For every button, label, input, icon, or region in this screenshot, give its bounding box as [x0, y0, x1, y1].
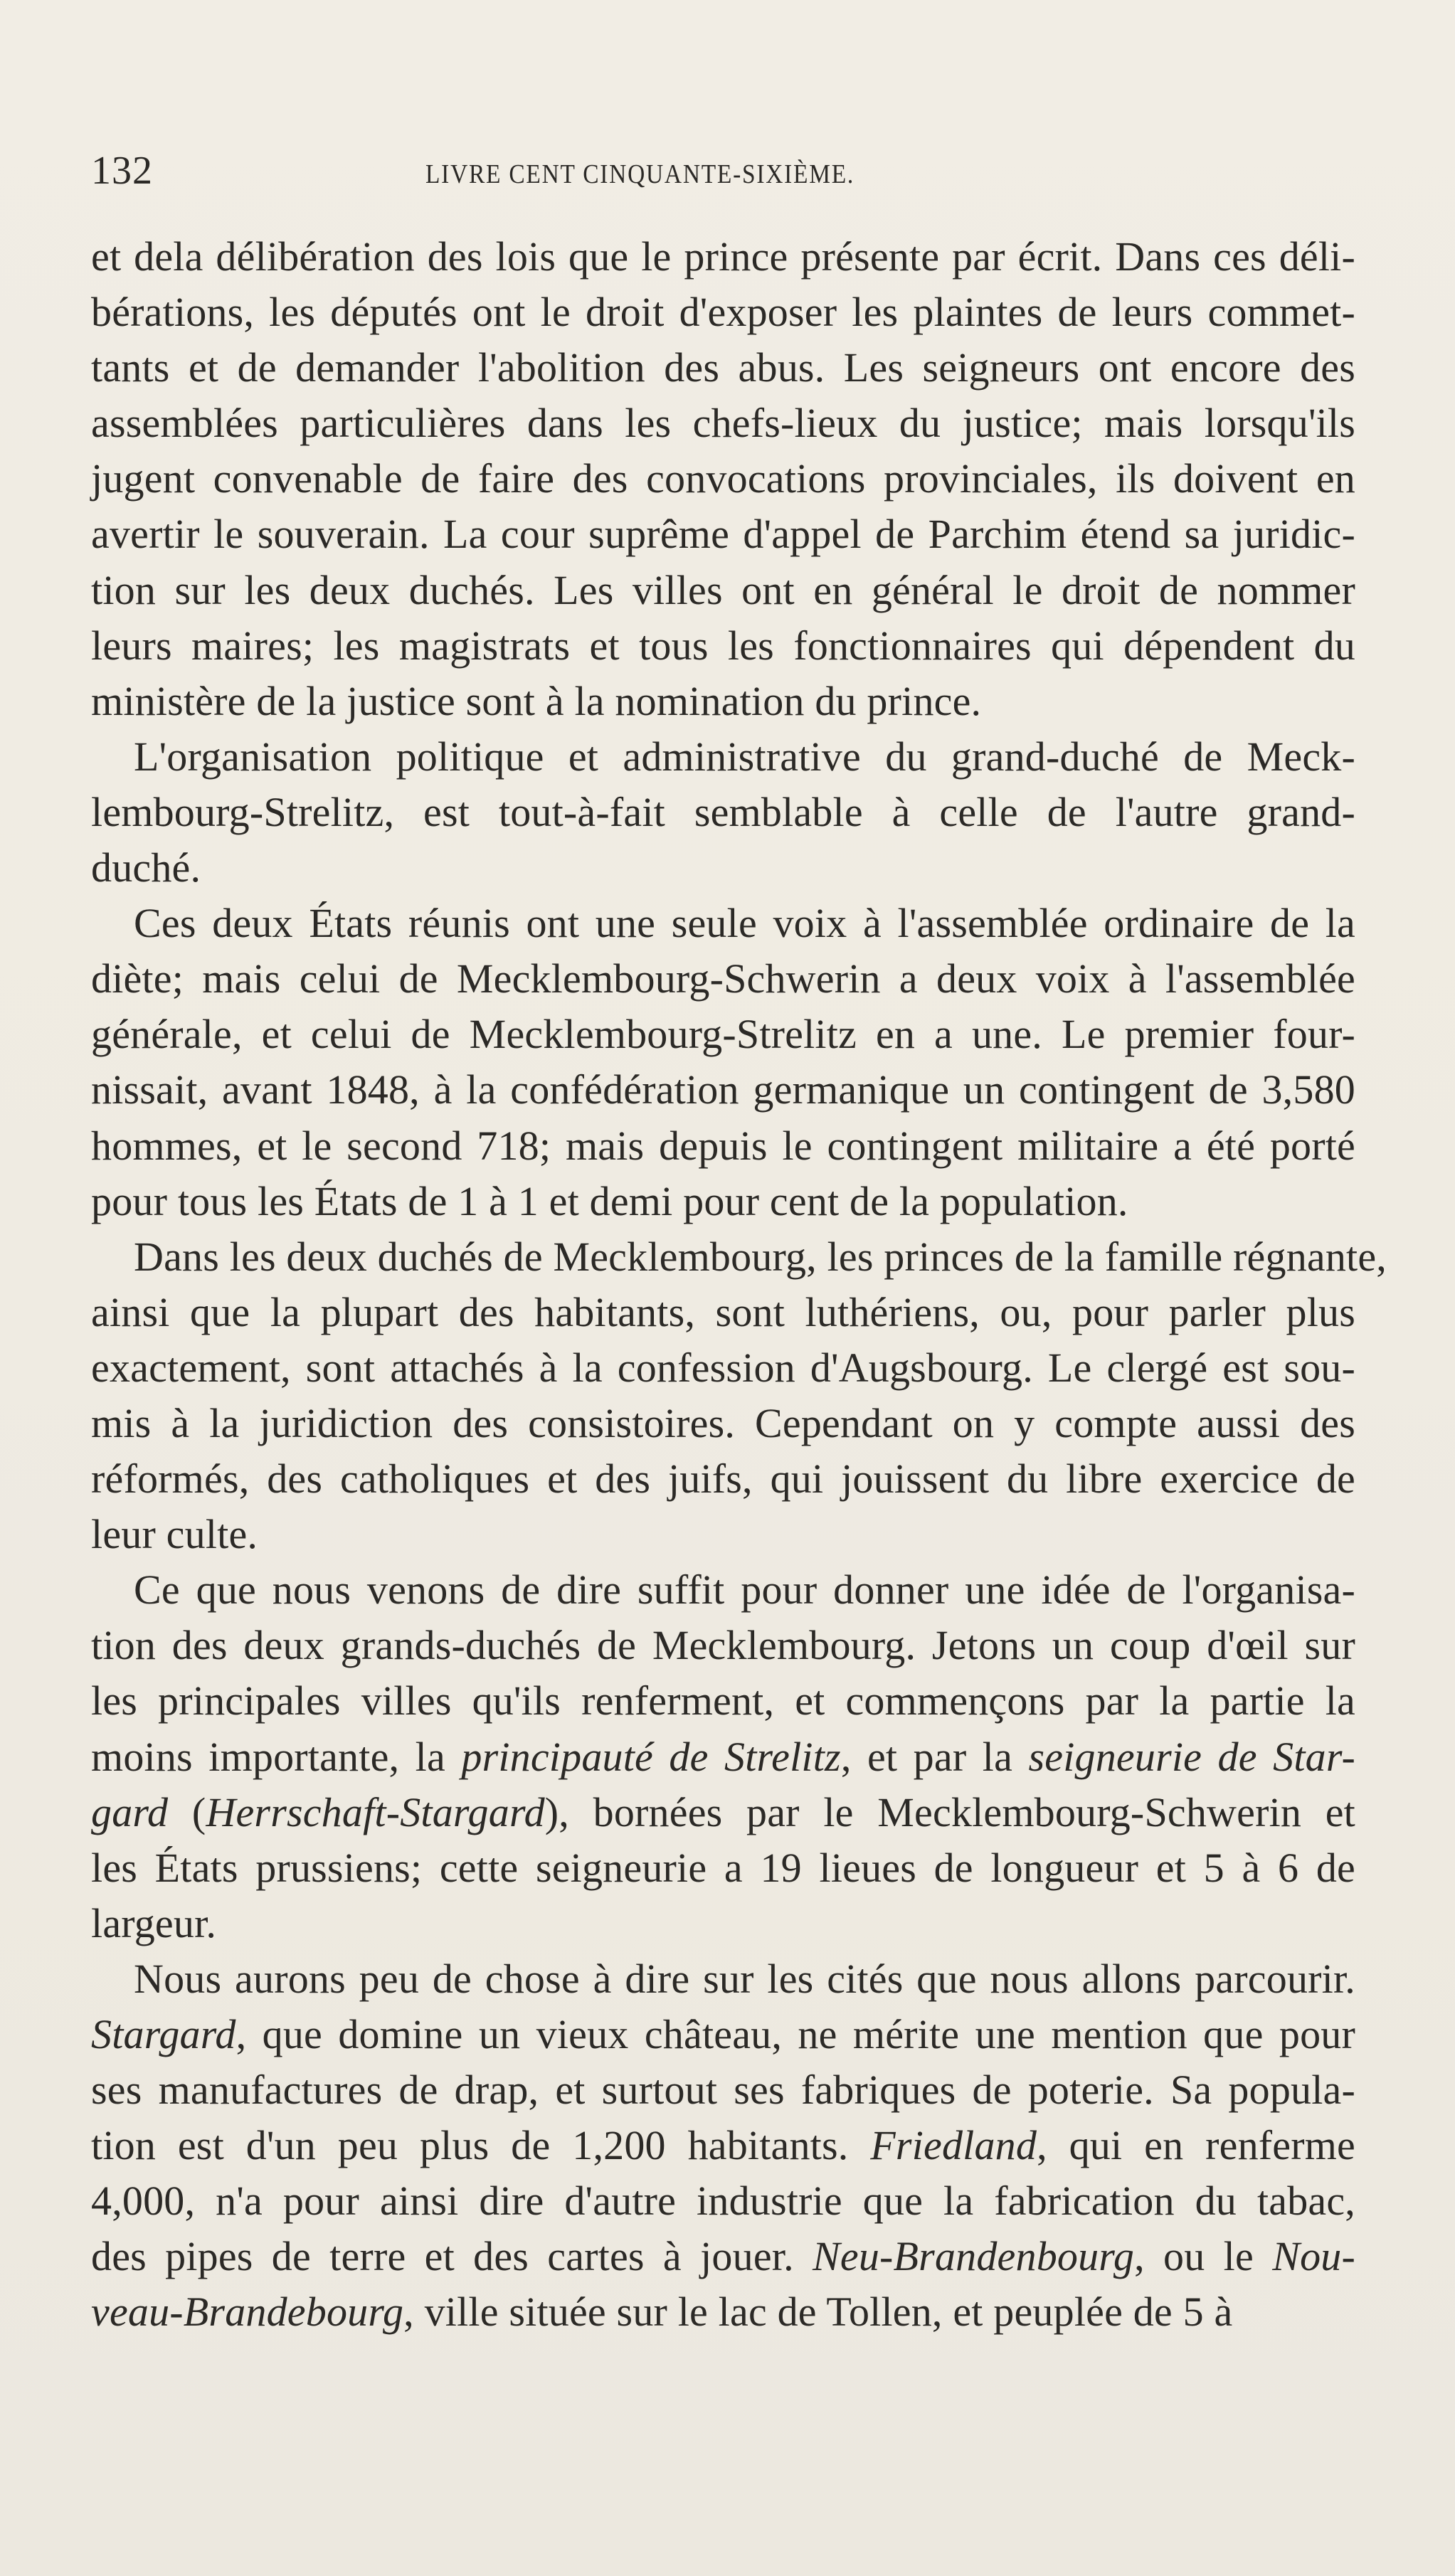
- italic-text: Friedland: [870, 2122, 1037, 2169]
- italic-text: principauté de Strelitz: [461, 1733, 841, 1780]
- text-segment: (: [168, 1788, 206, 1835]
- text-segment: 4,000, n'a pour ainsi dire d'autre industrie que la fabrication du tabac,: [91, 2178, 1355, 2225]
- text-segment: mis à la juridiction des consistoires. Cependant on y compte aussi des: [91, 1399, 1355, 1446]
- text-segment: leurs maires; les magistrats et tous les fonctionnaires qui dépendent du: [91, 622, 1355, 669]
- text-line: [91, 1840, 1355, 1896]
- italic-text: seigneurie de Star-: [1028, 1733, 1355, 1780]
- text-line: [91, 2229, 1355, 2284]
- text-segment: moins importante, la: [91, 1733, 462, 1780]
- text-segment: ses manufactures de drap, et surtout ses fabriques de poterie. Sa popula-: [91, 2067, 1355, 2114]
- text-line: [91, 2118, 1355, 2173]
- text-segment: ministère de la justice sont à la nomination du prince.: [91, 677, 982, 724]
- text-segment: Ce que nous venons de dire suffit pour donner une idée de l'organisa-: [134, 1567, 1355, 1613]
- text-segment: et dela délibération des lois que le prince présente par écrit. Dans ces déli-: [91, 233, 1355, 280]
- text-line: [91, 674, 1355, 729]
- text-segment: exactement, sont attachés à la confession d'Augsbourg. Le clergé est sou-: [91, 1344, 1355, 1391]
- text-segment: générale, et celui de Mecklembourg-Strelitz en a une. Le premier four-: [91, 1011, 1355, 1058]
- text-segment: pour tous les États de 1 à 1 et demi pour cent de la population.: [91, 1177, 1128, 1224]
- text-segment: , et par la: [840, 1733, 1029, 1780]
- text-line: [91, 396, 1355, 451]
- paragraph: [91, 1562, 1355, 1951]
- text-line: [91, 1174, 1355, 1229]
- text-line: [91, 2062, 1355, 2118]
- page-number: 132: [91, 149, 153, 193]
- text-line: [91, 1785, 1355, 1840]
- text-line: [91, 2284, 1355, 2340]
- text-segment: L'organisation politique et administrative du grand-duché de Meck-: [134, 733, 1355, 780]
- text-segment: jugent convenable de faire des convocations provinciales, ils doivent en: [91, 455, 1355, 502]
- text-segment: hommes, et le second 718; mais depuis le contingent militaire a été porté: [91, 1122, 1355, 1169]
- text-line: [91, 1618, 1355, 1673]
- text-segment: bérations, les députés ont le droit d'exposer les plaintes de leurs commet-: [91, 289, 1355, 336]
- text-line: [91, 1673, 1355, 1729]
- text-line: [91, 285, 1355, 340]
- italic-text: Stargard: [91, 2011, 236, 2057]
- text-segment: largeur.: [91, 1899, 217, 1946]
- text-line: [91, 729, 1355, 785]
- text-line: [91, 1896, 1355, 1951]
- text-segment: Ces deux États réunis ont une seule voix à l'assemblée ordinaire de la: [134, 900, 1355, 947]
- text-line: [91, 563, 1355, 618]
- text-line: [91, 1340, 1355, 1396]
- text-line: [91, 840, 1355, 896]
- paragraph: [91, 1951, 1355, 2341]
- text-line: [91, 507, 1355, 562]
- text-line: [91, 896, 1355, 951]
- italic-text: gard: [91, 1788, 169, 1835]
- text-line: [91, 1729, 1355, 1785]
- text-line: [91, 340, 1355, 396]
- text-segment: les États prussiens; cette seigneurie a 19 lieues de longueur et 5 à 6 de: [91, 1844, 1355, 1891]
- page-header: [91, 149, 1359, 199]
- text-segment: Dans les deux duchés de Mecklembourg, les princes de la famille régnante,: [134, 1233, 1387, 1280]
- running-head: LIVRE CENT CINQUANTE-SIXIÈME.: [425, 159, 855, 189]
- text-segment: tion sur les deux duchés. Les villes ont en général le droit de nommer: [91, 566, 1355, 613]
- text-segment: ), bornées par le Mecklembourg-Schwerin et: [544, 1788, 1355, 1835]
- text-line: [91, 1396, 1355, 1451]
- text-segment: , que domine un vieux château, ne mérite une mention que pour: [236, 2011, 1355, 2057]
- text-line: [91, 1951, 1355, 2007]
- text-segment: Nous aurons peu de chose à dire sur les cités que nous allons parcourir.: [134, 1955, 1355, 2002]
- text-segment: avertir le souverain. La cour suprême d'appel de Parchim étend sa juridic-: [91, 511, 1355, 558]
- text-line: [91, 1451, 1355, 1507]
- text-segment: ainsi que la plupart des habitants, sont luthériens, ou, pour parler plus: [91, 1288, 1355, 1335]
- text-line: [91, 618, 1355, 674]
- italic-text: Nou-: [1272, 2233, 1355, 2280]
- italic-text: veau-Brandebourg: [91, 2289, 404, 2336]
- text-segment: , ville située sur le lac de Tollen, et peuplée de 5 à: [403, 2289, 1233, 2336]
- text-segment: tion est d'un peu plus de 1,200 habitants.: [91, 2122, 871, 2169]
- text-line: [91, 1562, 1355, 1618]
- text-segment: assemblées particulières dans les chefs-lieux du justice; mais lorsqu'ils: [91, 400, 1355, 447]
- text-segment: des pipes de terre et des cartes à jouer.: [91, 2233, 813, 2280]
- paragraph: [91, 896, 1355, 1229]
- text-line: [91, 1285, 1355, 1340]
- text-line: [91, 951, 1355, 1007]
- italic-text: Neu-Brandenbourg: [813, 2233, 1135, 2280]
- text-line: [91, 1007, 1355, 1062]
- body-text: [91, 229, 1387, 2341]
- text-line: [91, 1062, 1355, 1118]
- text-segment: leur culte.: [91, 1511, 258, 1558]
- text-segment: duché.: [91, 844, 201, 891]
- text-segment: les principales villes qu'ils renferment, et commençons par la partie la: [91, 1677, 1355, 1724]
- text-line: [91, 451, 1355, 507]
- paragraph: [91, 229, 1355, 729]
- paragraph: [91, 729, 1355, 896]
- text-line: [91, 785, 1355, 840]
- italic-text: Herrschaft-Stargard: [206, 1788, 545, 1835]
- text-segment: , ou le: [1134, 2233, 1273, 2280]
- text-segment: nissait, avant 1848, à la confédération germanique un contingent de 3,580: [91, 1066, 1355, 1113]
- text-segment: diète; mais celui de Mecklembourg-Schwerin a deux voix à l'assemblée: [91, 955, 1355, 1002]
- text-segment: tion des deux grands-duchés de Mecklembourg. Jetons un coup d'œil sur: [91, 1622, 1355, 1669]
- text-line: [91, 1229, 1387, 1285]
- text-line: [91, 229, 1355, 285]
- text-segment: , qui en renferme: [1037, 2122, 1356, 2169]
- text-line: [91, 1118, 1355, 1174]
- text-segment: lembourg-Strelitz, est tout-à-fait semblable à celle de l'autre grand-: [91, 788, 1355, 835]
- paragraph: [91, 1229, 1387, 1563]
- text-line: [91, 2173, 1355, 2229]
- text-line: [91, 1507, 1355, 1562]
- text-segment: tants et de demander l'abolition des abus. Les seigneurs ont encore des: [91, 344, 1355, 391]
- text-segment: réformés, des catholiques et des juifs, qui jouissent du libre exercice de: [91, 1456, 1355, 1502]
- text-line: [91, 2007, 1355, 2062]
